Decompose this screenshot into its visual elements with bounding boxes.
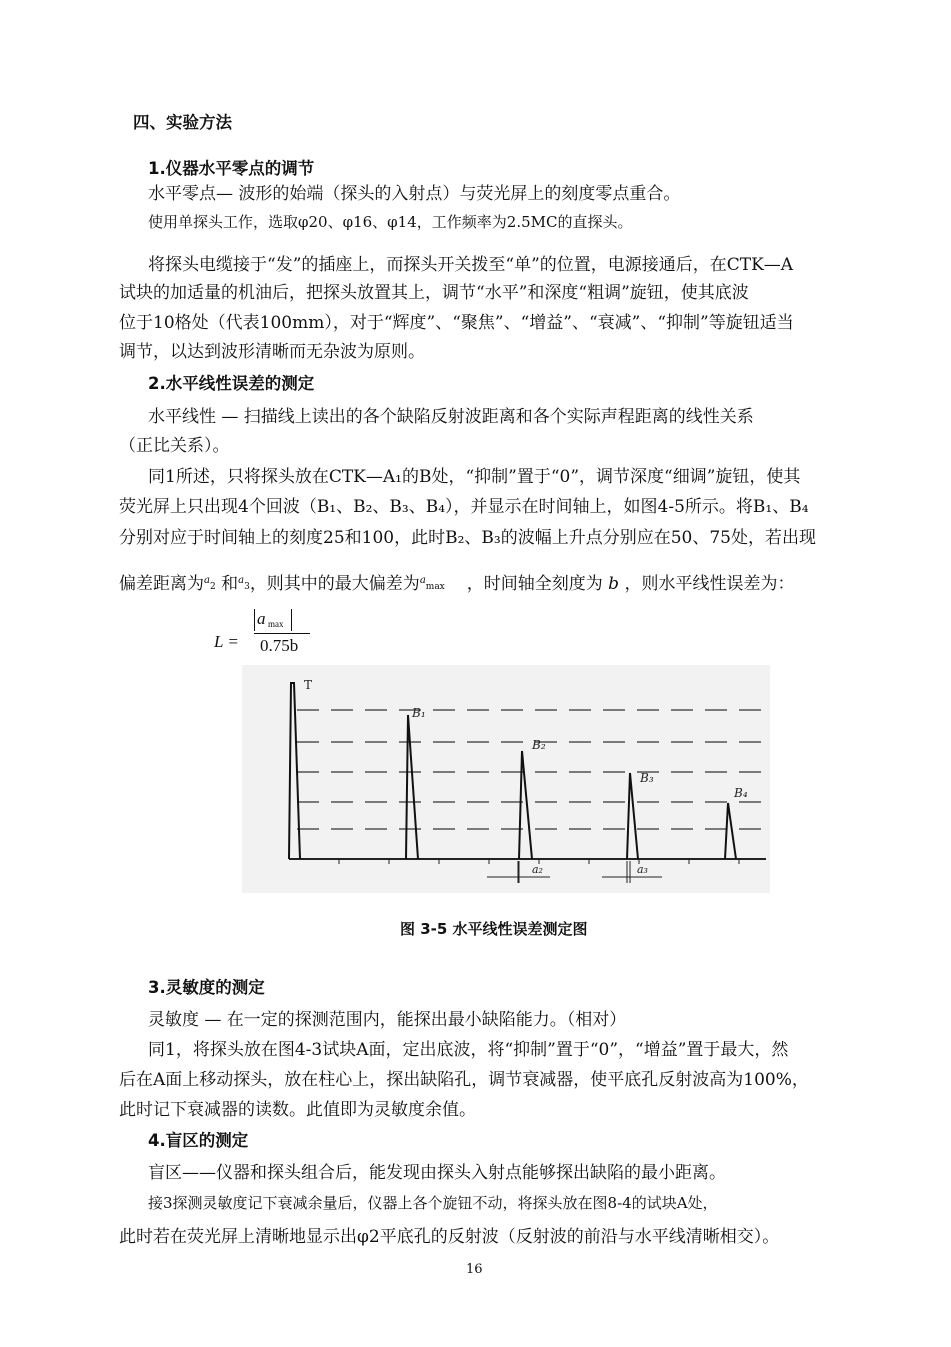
paragraph-line: 分别对应于时间轴上的刻度25和100，此时B₂、B₃的波幅上升点分别应在50、75处，若出现 <box>119 528 816 548</box>
formula-numerator-sub: max <box>268 619 284 629</box>
heading-zero-point: 1.仪器水平零点的调节 <box>148 159 315 178</box>
section-heading: 四、实验方法 <box>133 113 232 132</box>
paragraph-line: 调节，以达到波形清晰而无杂波为原则。 <box>119 342 425 362</box>
paragraph-line: 同1，将探头放在图4-3试块A面，定出底波，将“抑制”置于“0”，“增益”置于最大，然 <box>148 1040 789 1060</box>
linearity-definition: 水平线性 — 扫描线上读出的各个缺陷反射波距离和各个实际声程距离的线性关系 <box>148 407 754 427</box>
text-run: 和 <box>215 574 239 594</box>
var-a: a <box>238 575 245 586</box>
subscript: max <box>425 582 445 592</box>
probe-usage-note: 使用单探头工作，选取φ20、φ16、φ14，工作频率为2.5MC的直探头。 <box>148 213 633 231</box>
text-run: ，时间轴全刻度为 <box>466 574 609 594</box>
page-number: 16 <box>466 1262 483 1277</box>
label-T: T <box>304 678 313 692</box>
paragraph-line: 试块的加适量的机油后，把探头放置其上，调节“水平”和深度“粗调”旋钮，使其底波 <box>119 283 749 303</box>
var-a: a <box>204 575 210 586</box>
text-run: 偏差距离为 <box>119 574 204 594</box>
sensitivity-definition: 灵敏度 — 在一定的探测范围内，能探出最小缺陷能力。（相对） <box>148 1010 627 1030</box>
text-run: ，则其中的最大偏差为 <box>249 574 420 594</box>
paragraph-line: 接3探测灵敏度记下衰减余量后，仪器上各个旋钮不动，将探头放在图8-4的试块A处， <box>148 1194 718 1212</box>
deviation-sentence <box>119 568 794 600</box>
var-a: a <box>419 575 426 586</box>
formula-lhs: L = <box>214 632 239 651</box>
heading-dead-zone: 4.盲区的测定 <box>148 1131 249 1150</box>
waveform-figure <box>242 665 770 893</box>
linearity-definition-cont: （正比关系）。 <box>119 436 230 456</box>
paragraph-line: 位于10格处（代表100mm），对于“辉度”、“聚焦”、“增益”、“衰减”、“抑制”等旋钮适当 <box>119 313 794 333</box>
paragraph-line: 荧光屏上只出现4个回波（B₁、B₂、B₃、B₄），并显示在时间轴上，如图4-5所示。将B₁、B₄ <box>119 497 809 517</box>
linearity-error-formula <box>214 604 334 664</box>
var-b: b <box>608 574 620 594</box>
figure-caption: 图 3-5 水平线性误差测定图 <box>400 920 588 938</box>
formula-numerator: a <box>257 609 266 628</box>
paragraph-line: 此时记下衰减器的读数。此值即为灵敏度余值。 <box>119 1100 476 1120</box>
label-B1: B₁ <box>412 706 426 720</box>
label-a2: a₂ <box>532 863 543 876</box>
paragraph-line: 此时若在荧光屏上清晰地显示出φ2平底孔的反射波（反射波的前沿与水平线清晰相交）。 <box>119 1227 780 1247</box>
label-B3: B₃ <box>640 771 654 785</box>
dead-zone-definition: 盲区——仪器和探头组合后，能发现由探头入射点能够探出缺陷的最小距离。 <box>148 1163 726 1183</box>
formula-abs-bars <box>254 609 292 631</box>
formula-denominator: 0.75b <box>260 636 299 655</box>
paragraph-line: 后在A面上移动探头，放在柱心上，探出缺陷孔，调节衰减器，使平底孔反射波高为100%， <box>119 1070 809 1090</box>
heading-linearity: 2.水平线性误差的测定 <box>148 374 315 393</box>
zero-point-definition: 水平零点— 波形的始端（探头的入射点）与荧光屏上的刻度零点重合。 <box>148 184 681 204</box>
label-B4: B₄ <box>734 786 748 800</box>
label-B2: B₂ <box>532 738 546 752</box>
subscript: 3 <box>244 582 250 592</box>
text-run: ，则水平线性误差为： <box>619 574 795 594</box>
paragraph-line: 将探头电缆接于“发”的插座上，而探头开关拨至“单”的位置，电源接通后，在CTK—A <box>148 255 794 275</box>
fraction-bar <box>254 633 310 634</box>
heading-sensitivity: 3.灵敏度的测定 <box>148 978 265 997</box>
paragraph-line: 同1所述，只将探头放在CTK—A₁的B处，“抑制”置于“0”，调节深度“细调”旋钮，使其 <box>148 467 801 487</box>
label-a3: a₃ <box>637 863 648 876</box>
subscript: 2 <box>209 582 216 592</box>
